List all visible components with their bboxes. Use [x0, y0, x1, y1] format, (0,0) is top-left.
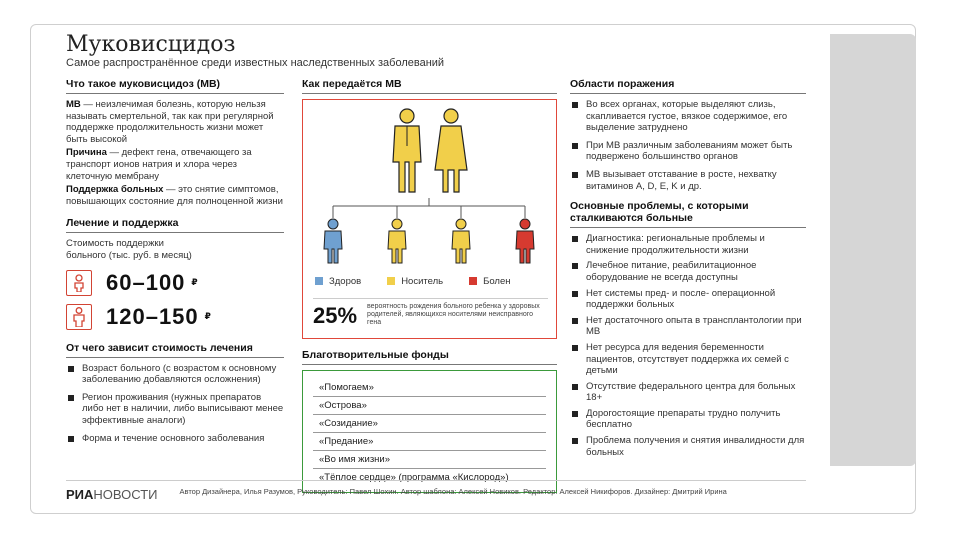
list-item: Возраст больного (с возрастом к основному заболеванию добавляются осложнения) [66, 363, 284, 386]
cost-child-value: 60–100 [106, 269, 186, 295]
child-carrier-figure [452, 219, 470, 263]
list-item: «Созидание» [313, 415, 546, 433]
infographic [48, 30, 830, 510]
what-p3: Поддержка больных — это снятие симптомов, повышающих состояние для полноценной жизни [66, 184, 283, 207]
what-p1: МВ — неизлечимая болезнь, которую нельзя называть смертельной, так как при регулярной поддержке продолжительность жизни может быть высокой [66, 99, 274, 145]
father-figure [393, 109, 421, 192]
what-header: Что такое муковисцидоз (МВ) [66, 78, 284, 94]
probability-row [313, 298, 548, 329]
list-item: «Во имя жизни» [313, 451, 546, 469]
list-item: Нет достаточного опыта в трансплантологии при МВ [570, 315, 806, 338]
cost-label: Стоимость поддержки больного (тыс. руб. в месяц) [66, 238, 192, 261]
cost-adult-value: 120–150 [106, 303, 199, 329]
list-item: Нет ресурса для ведения беременности пациентов, отсутствует поддержка их семей с детьми [570, 342, 806, 377]
cost-adult-row [66, 304, 284, 330]
legend-sick: Болен [469, 276, 510, 287]
factors-header: От чего зависит стоимость лечения [66, 342, 284, 358]
page-subtitle: Самое распространённое среди известных наследственных заболеваний [66, 57, 445, 69]
list-item: Во всех органах, которые выделяют слизь, скапливается густое, вязкое содержимое, его выделение затруднено [570, 99, 806, 134]
list-item: Лечебное питание, реабилитационное оборудование не всегда доступны [570, 260, 806, 283]
probability-note: вероятность рождения больного ребенка у здоровых родителей, являющихся носителями неисправного гена [367, 303, 540, 326]
list-item: «Тёплое сердце» (программа «Кислород») [319, 472, 509, 483]
child-sick-figure [516, 219, 534, 263]
areas-header: Области поражения [570, 78, 806, 94]
child-icon [66, 270, 92, 296]
list-item: Регион проживания (нужных препаратов либо нет в наличии, либо выписывают менее эффективные аналоги) [66, 392, 284, 427]
credits: Автор Дизайнера, Илья Разумов, Руководитель: Павел Шохин. Автор шаблона: Алексей Новиков. Редактор: Алексей Никифоров. Дизайнер: Дмитрий Ирина [179, 487, 727, 496]
column-middle [302, 78, 557, 493]
child-carrier-figure [388, 219, 406, 263]
side-panel [830, 34, 916, 466]
list-item: Диагностика: региональные проблемы и снижение продолжительности жизни [570, 233, 806, 256]
page-title: Муковисцидоз [66, 32, 236, 57]
column-left [66, 78, 284, 450]
cost-child-row [66, 270, 284, 296]
funds-box [302, 370, 557, 493]
list-item: «Предание» [313, 433, 546, 451]
inheritance-header: Как передаётся МВ [302, 78, 557, 94]
list-item: Дорогостоящие препараты трудно получить бесплатно [570, 408, 806, 431]
list-item: Отсутствие федерального центра для больных 18+ [570, 381, 806, 404]
legend [315, 276, 510, 287]
legend-carrier: Носитель [387, 276, 443, 287]
list-item: «Помогаем» [313, 379, 546, 397]
funds-header: Благотворительные фонды [302, 349, 557, 365]
list-item: Проблема получения и снятия инвалидности для больных [570, 435, 806, 458]
list-item: Форма и течение основного заболевания [66, 433, 284, 445]
column-right [570, 78, 806, 462]
factors-list [66, 363, 284, 445]
what-p2: Причина — дефект гена, отвечающего за транспорт ионов натрия и хлора через клеточную мембрану [66, 147, 252, 182]
inheritance-diagram [302, 99, 557, 339]
ria-logo: РИАНОВОСТИ [66, 487, 158, 502]
list-item: При МВ различным заболеваниям может быть подвержено большинство органов [570, 140, 806, 163]
cost-unit: ₽ [204, 311, 211, 322]
list-item: МВ вызывает отставание в росте, нехватку витаминов A, D, E, K и др. [570, 169, 806, 192]
problems-header: Основные проблемы, с которыми сталкиваются больные [570, 200, 806, 228]
child-healthy-figure [324, 219, 342, 263]
cost-unit: ₽ [191, 277, 198, 288]
footer [66, 480, 806, 502]
list-item: Нет системы пред- и после- операционной поддержки больных [570, 288, 806, 311]
areas-list [570, 99, 806, 192]
list-item: «Острова» [313, 397, 546, 415]
legend-healthy: Здоров [315, 276, 361, 287]
problems-list [570, 233, 806, 458]
mother-figure [435, 109, 467, 192]
adult-icon [66, 304, 92, 330]
family-tree-figure [303, 100, 555, 270]
treatment-header: Лечение и поддержка [66, 217, 284, 233]
probability-value: 25% [313, 303, 358, 328]
